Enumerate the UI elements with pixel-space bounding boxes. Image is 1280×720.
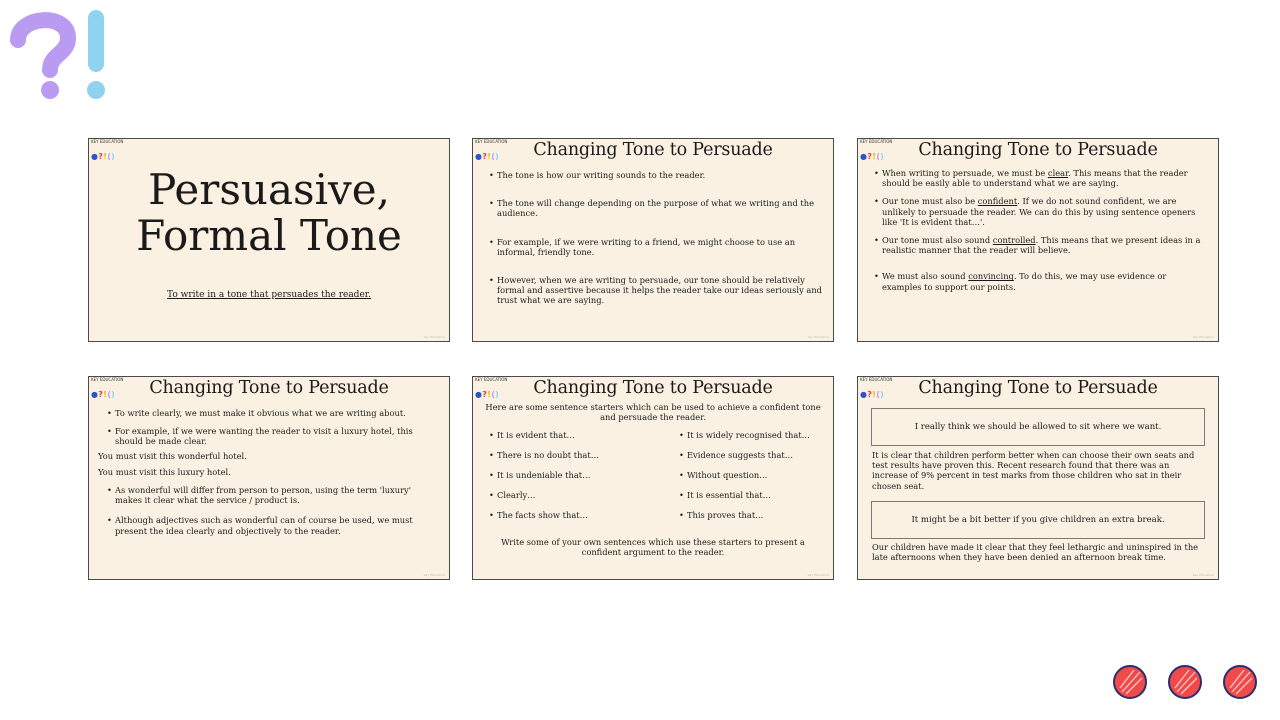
slide-thumbnail-1[interactable]: KEY EDUCATION ●?!() Persuasive, Formal Tone To write in a tone that persuades the reader. Key Education	[88, 138, 450, 342]
starter-item: • Evidence suggests that…	[677, 450, 817, 460]
example-line: You must visit this wonderful hotel.	[98, 450, 247, 461]
scribble-circles-decoration	[1112, 662, 1262, 702]
slide-title: Changing Tone to Persuade	[533, 140, 773, 160]
slide-title: Persuasive, Formal Tone	[136, 165, 402, 260]
example-box: I really think we should be allowed to sit where we want.	[871, 408, 1205, 446]
slide-title: Changing Tone to Persuade	[533, 378, 773, 398]
bullet-item: • As wonderful will differ from person to person, using the term 'luxury' makes it clear what the service / product is.	[105, 485, 439, 505]
slide-thumbnail-2[interactable]: KEY EDUCATION ●?!() Changing Tone to Persuade • The tone is how our writing sounds to the reader. • The tone will change depending on the purpose of what we writing and the audience. • For example, if we were writing to a friend, we might choose to use an informal, friendly tone. • However, when we are writing to persuade, our tone should be relatively formal and assertive because it helps the reader take our ideas seriously and trust what we are saying. Key Education	[472, 138, 834, 342]
starter-item: • It is essential that…	[677, 490, 817, 500]
bullet-item: • We must also sound convincing. To do this, we may use evidence or examples to support our points.	[872, 271, 1208, 291]
bullet-item: • For example, if we were writing to a friend, we might choose to use an informal, friendly tone.	[487, 237, 823, 257]
example-box: It might be a bit better if you give children an extra break.	[871, 501, 1205, 539]
bullet-item: • Although adjectives such as wonderful can of course be used, we must present the idea clearly and objectively to the reader.	[105, 515, 439, 535]
slide-title: Changing Tone to Persuade	[918, 140, 1158, 160]
slide-thumbnail-6[interactable]: KEY EDUCATION ●?!() Changing Tone to Persuade I really think we should be allowed to sit where we want. It is clear that children perform better when can choose their own seats and test results have proven this. Recent research found that there was an increase of 9% percent in test marks from those children who sat in their chosen seat. It might be a bit better if you give children an extra break. Our children have made it clear that they feel lethargic and uninspired in the late afternoons when they have been denied an afternoon break time. Key Education	[857, 376, 1219, 580]
mini-logo: KEY EDUCATION ●?!()	[91, 377, 124, 399]
question-exclamation-logo	[10, 6, 120, 106]
slide-subtitle: To write in a tone that persuades the reader.	[167, 290, 371, 300]
starter-item: • It is widely recognised that…	[677, 430, 817, 440]
bullet-item: • The tone is how our writing sounds to the reader.	[487, 170, 823, 180]
slide-title: Changing Tone to Persuade	[918, 378, 1158, 398]
mini-logo: KEY EDUCATION ●?!()	[91, 139, 124, 161]
bullet-item: • When writing to persuade, we must be clear. This means that the reader should be easily able to understand what we are saying.	[872, 168, 1208, 188]
slide-thumbnail-5[interactable]: KEY EDUCATION ●?!() Changing Tone to Persuade Here are some sentence starters which can be used to achieve a confident tone and persuade the reader. • It is evident that… • There is no doubt that… • It is undeniable that… • Clearly… • The facts show that… • It is widely recognised that… • Evidence suggests that… • Without question… • It is essential that… • This proves that… Write some of your own sentences which use these starters to present a confident argument to the reader. Key Education	[472, 376, 834, 580]
starter-item: • The facts show that…	[487, 510, 677, 520]
bullet-item: • To write clearly, we must make it obvious what we are writing about.	[105, 408, 439, 418]
mini-logo: KEY EDUCATION ●?!()	[475, 377, 508, 399]
slide-title: Changing Tone to Persuade	[149, 378, 389, 398]
slide-thumbnail-3[interactable]: KEY EDUCATION ●?!() Changing Tone to Persuade • When writing to persuade, we must be clear. This means that the reader should be easily able to understand what we are saying. • Our tone must also be confident. If we do not sound confident, we are unlikely to persuade the reader. We can do this by using sentence openers like 'It is evident that…'. • Our tone must also sound controlled. This means that we present ideas in a realistic manner that the reader will believe. • We must also sound convincing. To do this, we may use evidence or examples to support our points. Key Education	[857, 138, 1219, 342]
slide-thumbnail-4[interactable]: KEY EDUCATION ●?!() Changing Tone to Persuade • To write clearly, we must make it obvious what we are writing about. • For example, if we were wanting the reader to visit a luxury hotel, this should be made clear. You must visit this wonderful hotel. You must visit this luxury hotel. • As wonderful will differ from person to person, using the term 'luxury' makes it clear what the service / product is. • Although adjectives such as wonderful can of course be used, we must present the idea clearly and objectively to the reader. Key Education	[88, 376, 450, 580]
bullet-item: • Our tone must also be confident. If we do not sound confident, we are unlikely to persuade the reader. We can do this by using sentence openers like 'It is evident that…'.	[872, 196, 1208, 227]
starter-item: • There is no doubt that…	[487, 450, 677, 460]
mini-logo: KEY EDUCATION ●?!()	[475, 139, 508, 161]
mini-logo: KEY EDUCATION ●?!()	[860, 139, 893, 161]
mini-logo: KEY EDUCATION ●?!()	[860, 377, 893, 399]
bullet-item: • Our tone must also sound controlled. This means that we present ideas in a realistic manner that the reader will believe.	[872, 235, 1208, 255]
intro-text: Here are some sentence starters which can be used to achieve a confident tone and persuade the reader.	[485, 402, 821, 423]
starter-item: • Clearly…	[487, 490, 677, 500]
improved-paragraph: Our children have made it clear that they feel lethargic and uninspired in the late afternoons when they have been denied an afternoon break time.	[872, 541, 1199, 563]
starter-item: • It is evident that…	[487, 430, 677, 440]
starter-item: • This proves that…	[677, 510, 817, 520]
improved-paragraph: It is clear that children perform better when can choose their own seats and test results have proven this. Recent research found that there was an increase of 9% percent in test marks from those children who sat in their chosen seat.	[872, 450, 1195, 491]
bullet-item: • For example, if we were wanting the reader to visit a luxury hotel, this should be made clear.	[105, 426, 439, 446]
bullet-item: • However, when we are writing to persuade, our tone should be relatively formal and assertive because it helps the reader take our ideas seriously and trust what we are saying.	[487, 275, 823, 306]
bullet-item: • The tone will change depending on the purpose of what we writing and the audience.	[487, 198, 823, 218]
example-line: You must visit this luxury hotel.	[98, 466, 231, 477]
starter-item: • Without question…	[677, 470, 817, 480]
outro-text: Write some of your own sentences which use these starters to present a confident argument to the reader.	[501, 536, 805, 557]
starter-item: • It is undeniable that…	[487, 470, 677, 480]
